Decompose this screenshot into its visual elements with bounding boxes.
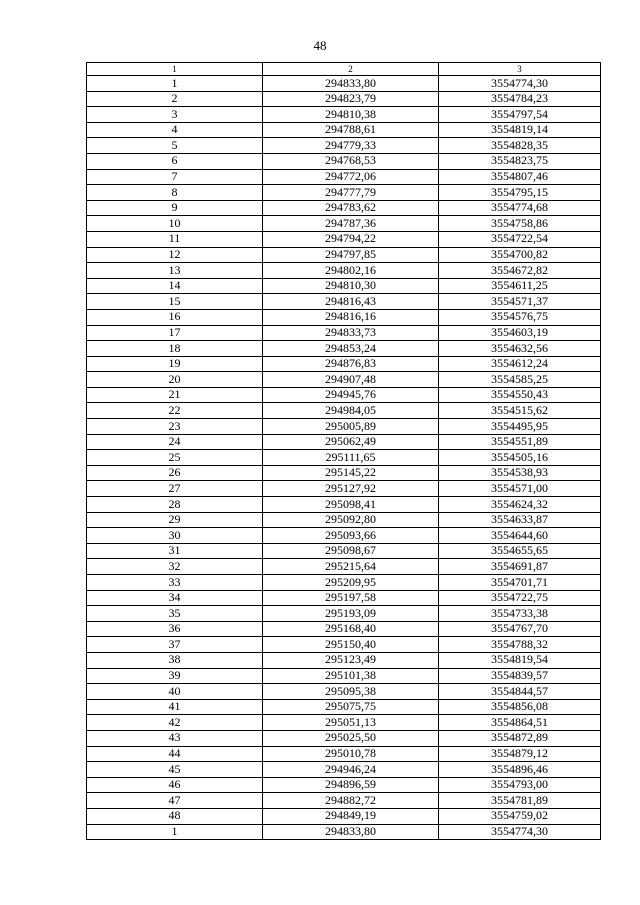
cell-y-coordinate: 3554655,65: [439, 543, 601, 559]
cell-x-coordinate: 294833,80: [263, 76, 439, 92]
cell-y-coordinate: 3554819,14: [439, 122, 601, 138]
cell-x-coordinate: 295215,64: [263, 559, 439, 575]
cell-x-coordinate: 295111,65: [263, 450, 439, 466]
cell-point-number: 14: [87, 278, 263, 294]
cell-point-number: 11: [87, 231, 263, 247]
cell-point-number: 9: [87, 200, 263, 216]
table-row: [87, 621, 601, 637]
cell-point-number: 21: [87, 387, 263, 403]
table-row: [87, 231, 601, 247]
cell-y-coordinate: 3554788,32: [439, 637, 601, 653]
cell-y-coordinate: 3554774,30: [439, 76, 601, 92]
cell-x-coordinate: 295093,66: [263, 528, 439, 544]
cell-point-number: 43: [87, 730, 263, 746]
cell-point-number: 7: [87, 169, 263, 185]
table-row: [87, 497, 601, 513]
cell-point-number: 3: [87, 107, 263, 123]
table-row: [87, 777, 601, 793]
cell-point-number: 17: [87, 325, 263, 341]
cell-y-coordinate: 3554603,19: [439, 325, 601, 341]
table-row: [87, 808, 601, 824]
cell-point-number: 15: [87, 294, 263, 310]
cell-y-coordinate: 3554896,46: [439, 762, 601, 778]
cell-y-coordinate: 3554585,25: [439, 372, 601, 388]
cell-x-coordinate: 295005,89: [263, 419, 439, 435]
cell-x-coordinate: 295098,41: [263, 497, 439, 513]
table-row: [87, 715, 601, 731]
cell-y-coordinate: 3554576,75: [439, 309, 601, 325]
table-row: [87, 746, 601, 762]
cell-point-number: 20: [87, 372, 263, 388]
cell-point-number: 29: [87, 512, 263, 528]
cell-y-coordinate: 3554611,25: [439, 278, 601, 294]
cell-x-coordinate: 294797,85: [263, 247, 439, 263]
cell-y-coordinate: 3554551,89: [439, 434, 601, 450]
cell-x-coordinate: 295145,22: [263, 465, 439, 481]
cell-x-coordinate: 295025,50: [263, 730, 439, 746]
table-row: [87, 91, 601, 107]
table-row: [87, 528, 601, 544]
cell-y-coordinate: 3554571,37: [439, 294, 601, 310]
cell-point-number: 25: [87, 450, 263, 466]
cell-y-coordinate: 3554856,08: [439, 699, 601, 715]
cell-y-coordinate: 3554872,89: [439, 730, 601, 746]
cell-point-number: 24: [87, 434, 263, 450]
cell-x-coordinate: 295092,80: [263, 512, 439, 528]
cell-y-coordinate: 3554759,02: [439, 808, 601, 824]
cell-y-coordinate: 3554612,24: [439, 356, 601, 372]
cell-x-coordinate: 294788,61: [263, 122, 439, 138]
cell-x-coordinate: 295098,67: [263, 543, 439, 559]
table-row: [87, 247, 601, 263]
cell-point-number: 18: [87, 341, 263, 357]
cell-y-coordinate: 3554793,00: [439, 777, 601, 793]
cell-point-number: 16: [87, 309, 263, 325]
cell-y-coordinate: 3554864,51: [439, 715, 601, 731]
cell-y-coordinate: 3554774,68: [439, 200, 601, 216]
cell-y-coordinate: 3554795,15: [439, 185, 601, 201]
cell-x-coordinate: 294946,24: [263, 762, 439, 778]
table-row: [87, 652, 601, 668]
table-row: [87, 575, 601, 591]
table-row: [87, 465, 601, 481]
table-row: [87, 76, 601, 92]
cell-y-coordinate: 3554700,82: [439, 247, 601, 263]
cell-x-coordinate: 294810,38: [263, 107, 439, 123]
cell-x-coordinate: 294853,24: [263, 341, 439, 357]
table-row: [87, 216, 601, 232]
table-row: [87, 512, 601, 528]
cell-point-number: 13: [87, 263, 263, 279]
cell-x-coordinate: 294849,19: [263, 808, 439, 824]
cell-point-number: 28: [87, 497, 263, 513]
cell-x-coordinate: 295095,38: [263, 684, 439, 700]
cell-y-coordinate: 3554515,62: [439, 403, 601, 419]
cell-x-coordinate: 294876,83: [263, 356, 439, 372]
cell-point-number: 45: [87, 762, 263, 778]
cell-point-number: 22: [87, 403, 263, 419]
cell-y-coordinate: 3554758,86: [439, 216, 601, 232]
cell-x-coordinate: 294882,72: [263, 793, 439, 809]
cell-point-number: 8: [87, 185, 263, 201]
cell-y-coordinate: 3554807,46: [439, 169, 601, 185]
cell-point-number: 1: [87, 824, 263, 840]
cell-x-coordinate: 295123,49: [263, 652, 439, 668]
cell-x-coordinate: 295062,49: [263, 434, 439, 450]
cell-x-coordinate: 294823,79: [263, 91, 439, 107]
table-row: [87, 481, 601, 497]
cell-y-coordinate: 3554774,30: [439, 824, 601, 840]
table-row: [87, 762, 601, 778]
cell-point-number: 5: [87, 138, 263, 154]
cell-point-number: 46: [87, 777, 263, 793]
cell-y-coordinate: 3554672,82: [439, 263, 601, 279]
cell-y-coordinate: 3554538,93: [439, 465, 601, 481]
table-row: [87, 668, 601, 684]
cell-y-coordinate: 3554797,54: [439, 107, 601, 123]
cell-point-number: 41: [87, 699, 263, 715]
table-row: [87, 153, 601, 169]
table-row: [87, 122, 601, 138]
cell-point-number: 30: [87, 528, 263, 544]
cell-x-coordinate: 295209,95: [263, 575, 439, 591]
cell-x-coordinate: 295127,92: [263, 481, 439, 497]
table-header-row: [87, 63, 601, 76]
cell-point-number: 23: [87, 419, 263, 435]
cell-point-number: 6: [87, 153, 263, 169]
cell-x-coordinate: 295051,13: [263, 715, 439, 731]
cell-point-number: 19: [87, 356, 263, 372]
cell-y-coordinate: 3554550,43: [439, 387, 601, 403]
cell-point-number: 10: [87, 216, 263, 232]
table-row: [87, 185, 601, 201]
cell-x-coordinate: 295168,40: [263, 621, 439, 637]
table-row: [87, 824, 601, 840]
table-row: [87, 434, 601, 450]
cell-x-coordinate: 295197,58: [263, 590, 439, 606]
cell-x-coordinate: 294779,33: [263, 138, 439, 154]
table-row: [87, 278, 601, 294]
cell-y-coordinate: 3554633,87: [439, 512, 601, 528]
cell-x-coordinate: 294772,06: [263, 169, 439, 185]
cell-x-coordinate: 294816,43: [263, 294, 439, 310]
cell-y-coordinate: 3554571,00: [439, 481, 601, 497]
column-header-y: 3: [439, 63, 601, 76]
cell-point-number: 48: [87, 808, 263, 824]
cell-x-coordinate: 294802,16: [263, 263, 439, 279]
table-body: [87, 76, 601, 840]
cell-point-number: 39: [87, 668, 263, 684]
cell-y-coordinate: 3554701,71: [439, 575, 601, 591]
cell-x-coordinate: 294833,80: [263, 824, 439, 840]
cell-y-coordinate: 3554844,57: [439, 684, 601, 700]
cell-point-number: 4: [87, 122, 263, 138]
cell-y-coordinate: 3554495,95: [439, 419, 601, 435]
cell-y-coordinate: 3554828,35: [439, 138, 601, 154]
cell-point-number: 44: [87, 746, 263, 762]
cell-x-coordinate: 294787,36: [263, 216, 439, 232]
cell-y-coordinate: 3554767,70: [439, 621, 601, 637]
cell-point-number: 1: [87, 76, 263, 92]
table-row: [87, 793, 601, 809]
table-row: [87, 730, 601, 746]
cell-x-coordinate: 294945,76: [263, 387, 439, 403]
cell-y-coordinate: 3554879,12: [439, 746, 601, 762]
cell-point-number: 12: [87, 247, 263, 263]
table-row: [87, 450, 601, 466]
cell-y-coordinate: 3554505,16: [439, 450, 601, 466]
cell-point-number: 40: [87, 684, 263, 700]
table-row: [87, 200, 601, 216]
table-row: [87, 590, 601, 606]
cell-point-number: 26: [87, 465, 263, 481]
cell-y-coordinate: 3554819,54: [439, 652, 601, 668]
cell-x-coordinate: 294777,79: [263, 185, 439, 201]
cell-y-coordinate: 3554722,54: [439, 231, 601, 247]
cell-point-number: 42: [87, 715, 263, 731]
table-row: [87, 387, 601, 403]
cell-y-coordinate: 3554781,89: [439, 793, 601, 809]
cell-y-coordinate: 3554624,32: [439, 497, 601, 513]
table-row: [87, 606, 601, 622]
cell-y-coordinate: 3554691,87: [439, 559, 601, 575]
page-number: 48: [313, 38, 327, 53]
cell-x-coordinate: 294984,05: [263, 403, 439, 419]
cell-point-number: 38: [87, 652, 263, 668]
table-row: [87, 341, 601, 357]
table-row: [87, 637, 601, 653]
cell-x-coordinate: 294896,59: [263, 777, 439, 793]
table-row: [87, 309, 601, 325]
table-row: [87, 699, 601, 715]
cell-y-coordinate: 3554733,38: [439, 606, 601, 622]
table-row: [87, 559, 601, 575]
cell-point-number: 37: [87, 637, 263, 653]
table-row: [87, 403, 601, 419]
cell-x-coordinate: 294783,62: [263, 200, 439, 216]
table-row: [87, 263, 601, 279]
table-row: [87, 107, 601, 123]
table-row: [87, 419, 601, 435]
table-row: [87, 294, 601, 310]
cell-x-coordinate: 295075,75: [263, 699, 439, 715]
cell-y-coordinate: 3554784,23: [439, 91, 601, 107]
cell-x-coordinate: 294907,48: [263, 372, 439, 388]
cell-point-number: 32: [87, 559, 263, 575]
cell-y-coordinate: 3554632,56: [439, 341, 601, 357]
cell-y-coordinate: 3554823,75: [439, 153, 601, 169]
cell-x-coordinate: 294833,73: [263, 325, 439, 341]
cell-x-coordinate: 295101,38: [263, 668, 439, 684]
table-row: [87, 169, 601, 185]
cell-point-number: 2: [87, 91, 263, 107]
cell-point-number: 31: [87, 543, 263, 559]
cell-x-coordinate: 294816,16: [263, 309, 439, 325]
cell-x-coordinate: 294768,53: [263, 153, 439, 169]
cell-point-number: 27: [87, 481, 263, 497]
table-row: [87, 543, 601, 559]
cell-point-number: 47: [87, 793, 263, 809]
cell-x-coordinate: 295150,40: [263, 637, 439, 653]
cell-point-number: 33: [87, 575, 263, 591]
table-row: [87, 138, 601, 154]
cell-y-coordinate: 3554839,57: [439, 668, 601, 684]
cell-y-coordinate: 3554722,75: [439, 590, 601, 606]
table-row: [87, 684, 601, 700]
cell-point-number: 34: [87, 590, 263, 606]
cell-x-coordinate: 294794,22: [263, 231, 439, 247]
cell-y-coordinate: 3554644,60: [439, 528, 601, 544]
table-row: [87, 372, 601, 388]
table-row: [87, 325, 601, 341]
column-header-point: 1: [87, 63, 263, 76]
coordinates-table: [86, 62, 601, 840]
cell-point-number: 35: [87, 606, 263, 622]
column-header-x: 2: [263, 63, 439, 76]
cell-x-coordinate: 295010,78: [263, 746, 439, 762]
cell-x-coordinate: 295193,09: [263, 606, 439, 622]
table-row: [87, 356, 601, 372]
cell-x-coordinate: 294810,30: [263, 278, 439, 294]
cell-point-number: 36: [87, 621, 263, 637]
